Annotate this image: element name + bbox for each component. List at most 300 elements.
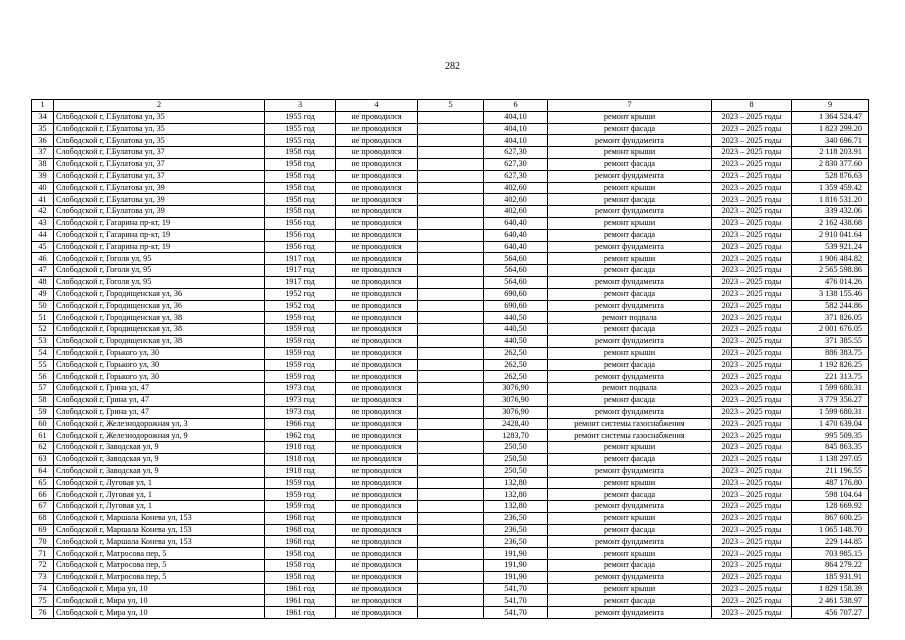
empty-cell [418, 371, 484, 383]
row-number: 39 [32, 170, 54, 182]
period-cell: 2023 – 2025 годы [712, 489, 792, 501]
period-cell: 2023 – 2025 годы [712, 607, 792, 619]
table-row [32, 300, 869, 312]
address-cell: Слободской г, Горького ул, 30 [54, 371, 265, 383]
construction-year-cell: 1973 год [265, 383, 336, 395]
last-repair-cell: не проводился [336, 335, 418, 347]
construction-year-cell: 1955 год [265, 111, 336, 123]
table-row [32, 217, 869, 229]
construction-year-cell: 1961 год [265, 607, 336, 619]
area-cell: 250,50 [484, 442, 548, 454]
cost-cell: 1 364 524.47 [792, 111, 869, 123]
area-cell: 132,80 [484, 477, 548, 489]
area-cell: 2428,40 [484, 418, 548, 430]
cost-cell: 487 176.80 [792, 477, 869, 489]
table-row [32, 418, 869, 430]
construction-year-cell: 1959 год [265, 347, 336, 359]
row-number: 57 [32, 383, 54, 395]
area-cell: 404,10 [484, 123, 548, 135]
cost-cell: 598 104.64 [792, 489, 869, 501]
work-type-cell: ремонт фундамента [548, 501, 712, 513]
last-repair-cell: не проводился [336, 147, 418, 159]
construction-year-cell: 1959 год [265, 324, 336, 336]
work-type-cell: ремонт фундамента [548, 536, 712, 548]
construction-year-cell: 1959 год [265, 335, 336, 347]
work-type-cell: ремонт крыши [548, 253, 712, 265]
address-cell: Слободской г, Г.Булатова ул, 35 [54, 123, 265, 135]
table-body [32, 111, 869, 618]
area-cell: 541,70 [484, 583, 548, 595]
address-cell: Слободской г, Городищенская ул, 38 [54, 324, 265, 336]
row-number: 61 [32, 430, 54, 442]
empty-cell [418, 595, 484, 607]
construction-year-cell: 1917 год [265, 276, 336, 288]
table-row [32, 241, 869, 253]
last-repair-cell: не проводился [336, 418, 418, 430]
row-number: 70 [32, 536, 54, 548]
empty-cell [418, 111, 484, 123]
cost-cell: 339 432.06 [792, 206, 869, 218]
empty-cell [418, 418, 484, 430]
work-type-cell: ремонт фундамента [548, 135, 712, 147]
address-cell: Слободской г, Городищенская ул, 38 [54, 335, 265, 347]
address-cell: Слободской г, Г.Булатова ул, 39 [54, 194, 265, 206]
construction-year-cell: 1956 год [265, 229, 336, 241]
empty-cell [418, 194, 484, 206]
period-cell: 2023 – 2025 годы [712, 430, 792, 442]
period-cell: 2023 – 2025 годы [712, 335, 792, 347]
cost-cell: 229 144.85 [792, 536, 869, 548]
last-repair-cell: не проводился [336, 406, 418, 418]
last-repair-cell: не проводился [336, 477, 418, 489]
address-cell: Слободской г, Заводская ул, 9 [54, 453, 265, 465]
construction-year-cell: 1958 год [265, 571, 336, 583]
column-header: 9 [792, 100, 869, 112]
period-cell: 2023 – 2025 годы [712, 217, 792, 229]
construction-year-cell: 1959 год [265, 312, 336, 324]
construction-year-cell: 1968 год [265, 512, 336, 524]
cost-cell: 221 313.75 [792, 371, 869, 383]
last-repair-cell: не проводился [336, 182, 418, 194]
work-type-cell: ремонт крыши [548, 583, 712, 595]
work-type-cell: ремонт фасада [548, 453, 712, 465]
work-type-cell: ремонт фасада [548, 288, 712, 300]
empty-cell [418, 453, 484, 465]
table-row [32, 465, 869, 477]
last-repair-cell: не проводился [336, 394, 418, 406]
work-type-cell: ремонт фундамента [548, 300, 712, 312]
period-cell: 2023 – 2025 годы [712, 253, 792, 265]
row-number: 54 [32, 347, 54, 359]
table-row [32, 430, 869, 442]
table-row [32, 182, 869, 194]
last-repair-cell: не проводился [336, 371, 418, 383]
row-number: 65 [32, 477, 54, 489]
repair-schedule-table [31, 99, 869, 619]
address-cell: Слободской г, Городищенская ул, 36 [54, 300, 265, 312]
work-type-cell: ремонт системы газоснабжения [548, 418, 712, 430]
empty-cell [418, 512, 484, 524]
construction-year-cell: 1962 год [265, 430, 336, 442]
construction-year-cell: 1918 год [265, 453, 336, 465]
address-cell: Слободской г, Горького ул, 30 [54, 359, 265, 371]
empty-cell [418, 253, 484, 265]
cost-cell: 1 599 680.31 [792, 383, 869, 395]
last-repair-cell: не проводился [336, 560, 418, 572]
address-cell: Слободской г, Гагарина пр-кт, 19 [54, 217, 265, 229]
column-header: 8 [712, 100, 792, 112]
period-cell: 2023 – 2025 годы [712, 465, 792, 477]
last-repair-cell: не проводился [336, 595, 418, 607]
address-cell: Слободской г, Матросова пер, 5 [54, 548, 265, 560]
row-number: 35 [32, 123, 54, 135]
period-cell: 2023 – 2025 годы [712, 241, 792, 253]
cost-cell: 456 707.27 [792, 607, 869, 619]
period-cell: 2023 – 2025 годы [712, 147, 792, 159]
cost-cell: 2 830 377.60 [792, 158, 869, 170]
period-cell: 2023 – 2025 годы [712, 524, 792, 536]
area-cell: 541,70 [484, 607, 548, 619]
period-cell: 2023 – 2025 годы [712, 194, 792, 206]
table-row [32, 335, 869, 347]
table-row [32, 324, 869, 336]
construction-year-cell: 1918 год [265, 442, 336, 454]
table-row [32, 394, 869, 406]
last-repair-cell: не проводился [336, 276, 418, 288]
period-cell: 2023 – 2025 годы [712, 536, 792, 548]
table-row [32, 501, 869, 513]
row-number: 76 [32, 607, 54, 619]
cost-cell: 995 509.35 [792, 430, 869, 442]
empty-cell [418, 465, 484, 477]
empty-cell [418, 324, 484, 336]
empty-cell [418, 288, 484, 300]
row-number: 38 [32, 158, 54, 170]
table-row [32, 111, 869, 123]
construction-year-cell: 1956 год [265, 217, 336, 229]
area-cell: 402,60 [484, 194, 548, 206]
last-repair-cell: не проводился [336, 194, 418, 206]
construction-year-cell: 1958 год [265, 194, 336, 206]
row-number: 67 [32, 501, 54, 513]
row-number: 50 [32, 300, 54, 312]
empty-cell [418, 170, 484, 182]
construction-year-cell: 1961 год [265, 595, 336, 607]
period-cell: 2023 – 2025 годы [712, 123, 792, 135]
empty-cell [418, 524, 484, 536]
period-cell: 2023 – 2025 годы [712, 347, 792, 359]
area-cell: 440,50 [484, 312, 548, 324]
row-number: 72 [32, 560, 54, 572]
empty-cell [418, 571, 484, 583]
address-cell: Слободской г, Грина ул, 47 [54, 394, 265, 406]
address-cell: Слободской г, Грина ул, 47 [54, 383, 265, 395]
area-cell: 191,90 [484, 548, 548, 560]
address-cell: Слободской г, Г.Булатова ул, 35 [54, 135, 265, 147]
address-cell: Слободской г, Г.Булатова ул, 37 [54, 158, 265, 170]
period-cell: 2023 – 2025 годы [712, 265, 792, 277]
cost-cell: 582 244.86 [792, 300, 869, 312]
period-cell: 2023 – 2025 годы [712, 324, 792, 336]
column-header: 3 [265, 100, 336, 112]
work-type-cell: ремонт крыши [548, 347, 712, 359]
table-row [32, 442, 869, 454]
period-cell: 2023 – 2025 годы [712, 276, 792, 288]
table-row [32, 560, 869, 572]
cost-cell: 1 906 484.82 [792, 253, 869, 265]
period-cell: 2023 – 2025 годы [712, 560, 792, 572]
work-type-cell: ремонт крыши [548, 512, 712, 524]
work-type-cell: ремонт крыши [548, 147, 712, 159]
row-number: 55 [32, 359, 54, 371]
address-cell: Слободской г, Г.Булатова ул, 35 [54, 111, 265, 123]
empty-cell [418, 276, 484, 288]
area-cell: 564,60 [484, 253, 548, 265]
area-cell: 404,10 [484, 135, 548, 147]
period-cell: 2023 – 2025 годы [712, 406, 792, 418]
address-cell: Слободской г, Горького ул, 30 [54, 347, 265, 359]
row-number: 46 [32, 253, 54, 265]
construction-year-cell: 1973 год [265, 406, 336, 418]
period-cell: 2023 – 2025 годы [712, 583, 792, 595]
area-cell: 3076,90 [484, 394, 548, 406]
last-repair-cell: не проводился [336, 524, 418, 536]
last-repair-cell: не проводился [336, 123, 418, 135]
empty-cell [418, 406, 484, 418]
period-cell: 2023 – 2025 годы [712, 182, 792, 194]
construction-year-cell: 1959 год [265, 489, 336, 501]
construction-year-cell: 1958 год [265, 147, 336, 159]
table-row [32, 536, 869, 548]
area-cell: 262,50 [484, 359, 548, 371]
construction-year-cell: 1917 год [265, 265, 336, 277]
area-cell: 132,80 [484, 489, 548, 501]
table-row [32, 383, 869, 395]
work-type-cell: ремонт фасада [548, 524, 712, 536]
address-cell: Слободской г, Матросова пер, 5 [54, 571, 265, 583]
work-type-cell: ремонт фундамента [548, 241, 712, 253]
period-cell: 2023 – 2025 годы [712, 548, 792, 560]
period-cell: 2023 – 2025 годы [712, 206, 792, 218]
table-row [32, 229, 869, 241]
row-number: 37 [32, 147, 54, 159]
area-cell: 440,50 [484, 335, 548, 347]
address-cell: Слободской г, Железнодорожная ул, 3 [54, 418, 265, 430]
column-header: 5 [418, 100, 484, 112]
empty-cell [418, 123, 484, 135]
table-row [32, 477, 869, 489]
table-row [32, 147, 869, 159]
cost-cell: 703 985.15 [792, 548, 869, 560]
last-repair-cell: не проводился [336, 324, 418, 336]
last-repair-cell: не проводился [336, 241, 418, 253]
table-row [32, 135, 869, 147]
area-cell: 3076,90 [484, 383, 548, 395]
empty-cell [418, 265, 484, 277]
address-cell: Слободской г, Гоголя ул, 95 [54, 253, 265, 265]
address-cell: Слободской г, Заводская ул, 9 [54, 465, 265, 477]
work-type-cell: ремонт фасада [548, 359, 712, 371]
address-cell: Слободской г, Матросова пер, 5 [54, 560, 265, 572]
empty-cell [418, 335, 484, 347]
address-cell: Слободской г, Мира ул, 10 [54, 583, 265, 595]
empty-cell [418, 206, 484, 218]
period-cell: 2023 – 2025 годы [712, 300, 792, 312]
cost-cell: 128 669.92 [792, 501, 869, 513]
cost-cell: 2 910 041.64 [792, 229, 869, 241]
work-type-cell: ремонт фундамента [548, 465, 712, 477]
empty-cell [418, 158, 484, 170]
table-row [32, 158, 869, 170]
empty-cell [418, 147, 484, 159]
row-number: 48 [32, 276, 54, 288]
period-cell: 2023 – 2025 годы [712, 111, 792, 123]
work-type-cell: ремонт крыши [548, 217, 712, 229]
period-cell: 2023 – 2025 годы [712, 383, 792, 395]
cost-cell: 1 816 531.20 [792, 194, 869, 206]
work-type-cell: ремонт фасада [548, 265, 712, 277]
table-row [32, 512, 869, 524]
page-number: 282 [445, 61, 460, 72]
column-header: 6 [484, 100, 548, 112]
last-repair-cell: не проводился [336, 548, 418, 560]
period-cell: 2023 – 2025 годы [712, 501, 792, 513]
row-number: 36 [32, 135, 54, 147]
period-cell: 2023 – 2025 годы [712, 158, 792, 170]
work-type-cell: ремонт крыши [548, 442, 712, 454]
row-number: 42 [32, 206, 54, 218]
area-cell: 250,50 [484, 465, 548, 477]
table-row [32, 453, 869, 465]
work-type-cell: ремонт фундамента [548, 335, 712, 347]
table-row [32, 583, 869, 595]
cost-cell: 1 829 158.39 [792, 583, 869, 595]
empty-cell [418, 583, 484, 595]
period-cell: 2023 – 2025 годы [712, 453, 792, 465]
address-cell: Слободской г, Гагарина пр-кт, 19 [54, 229, 265, 241]
header-row [32, 100, 869, 112]
work-type-cell: ремонт фундамента [548, 371, 712, 383]
cost-cell: 211 196.55 [792, 465, 869, 477]
address-cell: Слободской г, Гоголя ул, 95 [54, 276, 265, 288]
last-repair-cell: не проводился [336, 430, 418, 442]
work-type-cell: ремонт фундамента [548, 607, 712, 619]
last-repair-cell: не проводился [336, 583, 418, 595]
last-repair-cell: не проводился [336, 489, 418, 501]
period-cell: 2023 – 2025 годы [712, 359, 792, 371]
empty-cell [418, 229, 484, 241]
address-cell: Слободской г, Мира ул, 10 [54, 595, 265, 607]
last-repair-cell: не проводился [336, 359, 418, 371]
construction-year-cell: 1952 год [265, 288, 336, 300]
table-row [32, 607, 869, 619]
column-header: 2 [54, 100, 265, 112]
area-cell: 1283,70 [484, 430, 548, 442]
last-repair-cell: не проводился [336, 300, 418, 312]
period-cell: 2023 – 2025 годы [712, 229, 792, 241]
empty-cell [418, 217, 484, 229]
construction-year-cell: 1958 год [265, 560, 336, 572]
cost-cell: 1 138 297.05 [792, 453, 869, 465]
period-cell: 2023 – 2025 годы [712, 442, 792, 454]
row-number: 69 [32, 524, 54, 536]
empty-cell [418, 442, 484, 454]
row-number: 63 [32, 453, 54, 465]
cost-cell: 539 921.24 [792, 241, 869, 253]
empty-cell [418, 135, 484, 147]
area-cell: 690,60 [484, 288, 548, 300]
empty-cell [418, 182, 484, 194]
row-number: 66 [32, 489, 54, 501]
address-cell: Слободской г, Г.Булатова ул, 37 [54, 170, 265, 182]
address-cell: Слободской г, Городищенская ул, 38 [54, 312, 265, 324]
work-type-cell: ремонт фасада [548, 123, 712, 135]
row-number: 59 [32, 406, 54, 418]
empty-cell [418, 560, 484, 572]
last-repair-cell: не проводился [336, 229, 418, 241]
row-number: 62 [32, 442, 54, 454]
area-cell: 541,70 [484, 595, 548, 607]
row-number: 53 [32, 335, 54, 347]
period-cell: 2023 – 2025 годы [712, 571, 792, 583]
area-cell: 236,50 [484, 536, 548, 548]
row-number: 58 [32, 394, 54, 406]
last-repair-cell: не проводился [336, 453, 418, 465]
column-header: 7 [548, 100, 712, 112]
last-repair-cell: не проводился [336, 536, 418, 548]
table-row [32, 123, 869, 135]
last-repair-cell: не проводился [336, 465, 418, 477]
empty-cell [418, 607, 484, 619]
area-cell: 191,90 [484, 560, 548, 572]
area-cell: 640,40 [484, 217, 548, 229]
cost-cell: 2 118 203.91 [792, 147, 869, 159]
area-cell: 564,60 [484, 276, 548, 288]
last-repair-cell: не проводился [336, 111, 418, 123]
table-row [32, 489, 869, 501]
period-cell: 2023 – 2025 годы [712, 312, 792, 324]
table-row [32, 206, 869, 218]
period-cell: 2023 – 2025 годы [712, 371, 792, 383]
work-type-cell: ремонт фасада [548, 560, 712, 572]
cost-cell: 185 931.91 [792, 571, 869, 583]
last-repair-cell: не проводился [336, 442, 418, 454]
construction-year-cell: 1958 год [265, 206, 336, 218]
construction-year-cell: 1955 год [265, 123, 336, 135]
row-number: 75 [32, 595, 54, 607]
table-row [32, 524, 869, 536]
row-number: 71 [32, 548, 54, 560]
last-repair-cell: не проводился [336, 512, 418, 524]
table-row [32, 595, 869, 607]
construction-year-cell: 1959 год [265, 477, 336, 489]
area-cell: 132,80 [484, 501, 548, 513]
last-repair-cell: не проводился [336, 135, 418, 147]
cost-cell: 2 162 438.68 [792, 217, 869, 229]
work-type-cell: ремонт крыши [548, 477, 712, 489]
construction-year-cell: 1918 год [265, 465, 336, 477]
row-number: 43 [32, 217, 54, 229]
row-number: 60 [32, 418, 54, 430]
work-type-cell: ремонт фундамента [548, 571, 712, 583]
work-type-cell: ремонт фасада [548, 489, 712, 501]
empty-cell [418, 347, 484, 359]
row-number: 40 [32, 182, 54, 194]
row-number: 64 [32, 465, 54, 477]
area-cell: 640,40 [484, 241, 548, 253]
area-cell: 627,30 [484, 170, 548, 182]
area-cell: 640,40 [484, 229, 548, 241]
